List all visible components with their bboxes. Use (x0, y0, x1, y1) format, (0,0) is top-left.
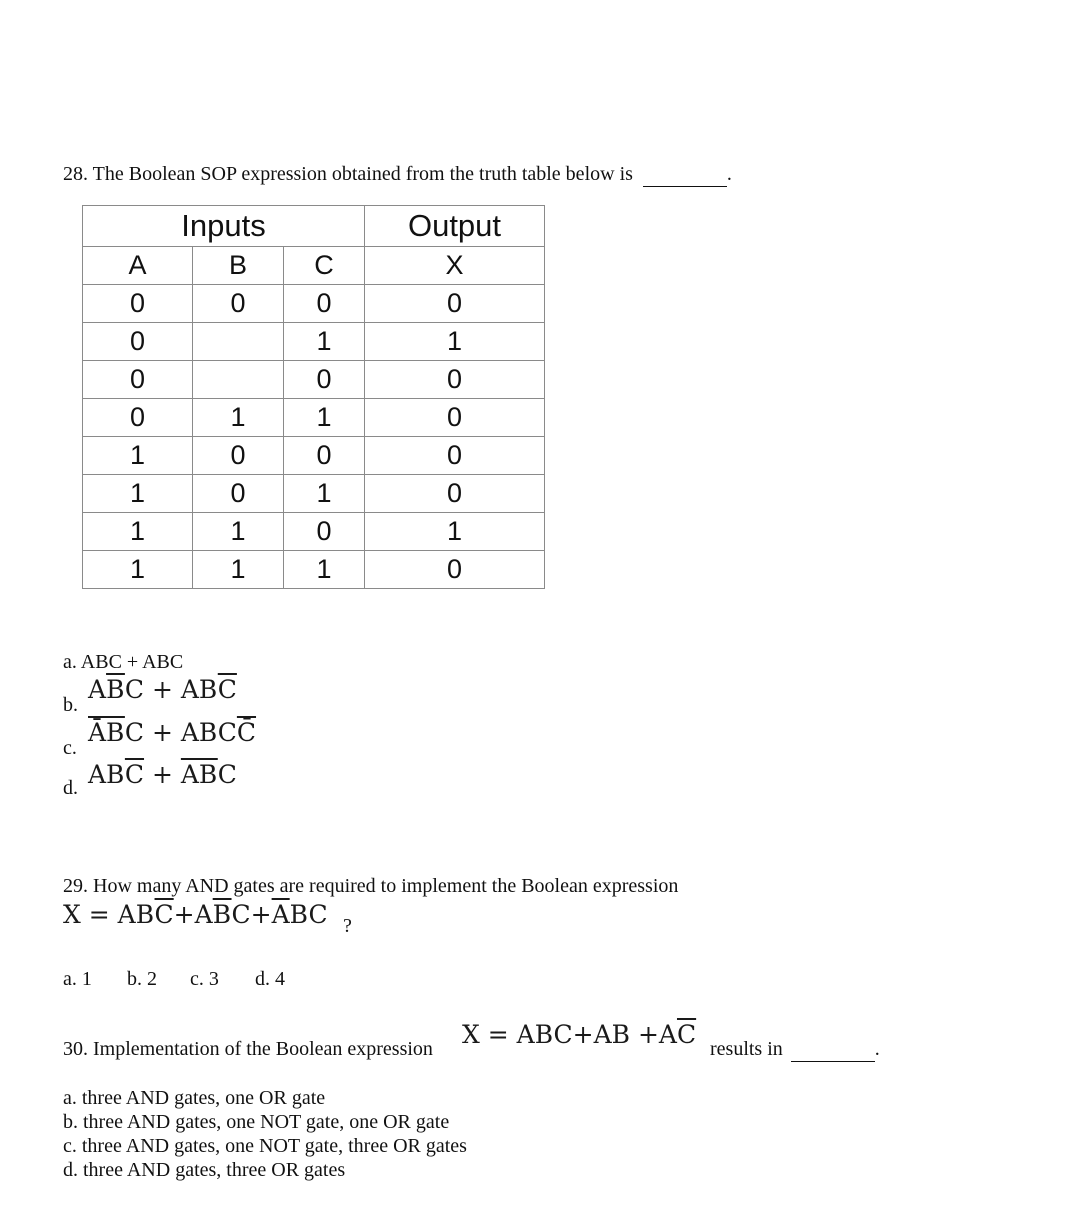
option-30-c[interactable]: c. three AND gates, one NOT gate, three OR gates (63, 1135, 467, 1157)
question-29-text: 29. How many AND gates are required to implement the Boolean expression (63, 875, 679, 897)
table-cell: 0 (193, 285, 284, 323)
output-header: Output (365, 206, 545, 247)
table-row (83, 513, 545, 551)
table-cell: 1 (83, 513, 193, 551)
table-cell: 1 (284, 399, 365, 437)
option-28-c-expression: $\overline{ĀB}C$ + ABCC̄ (88, 718, 257, 747)
table-row (83, 323, 545, 361)
table-row (83, 361, 545, 399)
truth-table (82, 205, 545, 589)
table-cell: 0 (284, 513, 365, 551)
answer-blank-28 (643, 162, 727, 187)
question-30-expression: $X = ABC+AB +A\overline{C}$ (462, 1020, 697, 1049)
table-row (83, 551, 545, 589)
table-cell (193, 361, 284, 399)
table-row (83, 399, 545, 437)
option-28-d-label[interactable]: d. (63, 777, 78, 799)
question-29-expression: $X = AB\overline{C}+A\overline{B}C+\overline{A}BC$ (63, 900, 328, 929)
option-30-a[interactable]: a. three AND gates, one OR gate (63, 1087, 326, 1109)
option-30-d[interactable]: d. three AND gates, three OR gates (63, 1159, 346, 1181)
question-28 (63, 162, 732, 187)
table-cell (193, 323, 284, 361)
table-cell: 1 (83, 475, 193, 513)
table-cell: 0 (83, 285, 193, 323)
table-cell: 0 (284, 285, 365, 323)
option-28-b-expression: $A\overline{B}C + AB\overline{C}$ (88, 675, 237, 704)
question-30-tail: results in . (710, 1038, 880, 1060)
column-header-c: C (284, 247, 365, 285)
column-header-row (83, 247, 545, 285)
table-cell: 1 (193, 551, 284, 589)
table-cell: 0 (365, 475, 545, 513)
table-cell: 1 (365, 513, 545, 551)
question-29-mark: ? (343, 915, 352, 937)
table-cell: 0 (193, 437, 284, 475)
table-cell: 0 (365, 361, 545, 399)
option-28-a[interactable] (63, 650, 183, 674)
table-cell: 0 (365, 399, 545, 437)
table-cell: 0 (365, 285, 545, 323)
column-header-b: B (193, 247, 284, 285)
table-cell: 1 (284, 323, 365, 361)
table-cell: 0 (193, 475, 284, 513)
option-29-d[interactable]: d. 4 (255, 968, 285, 990)
table-cell: 0 (284, 437, 365, 475)
option-30-b[interactable]: b. three AND gates, one NOT gate, one OR gate (63, 1111, 450, 1133)
question-30-text: 30. Implementation of the Boolean expression (63, 1038, 433, 1060)
question-28-text: 28. The Boolean SOP expression obtained from the truth table below is (63, 163, 633, 185)
table-cell: 0 (284, 361, 365, 399)
table-cell: 0 (83, 361, 193, 399)
option-29-a[interactable]: a. 1 (63, 968, 92, 990)
option-28-b-label[interactable]: b. (63, 694, 78, 716)
table-cell: 0 (365, 437, 545, 475)
question-28-period: . (726, 163, 732, 185)
table-cell: 1 (284, 551, 365, 589)
column-header-x: X (365, 247, 545, 285)
table-cell: 0 (83, 399, 193, 437)
inputs-header: Inputs (83, 206, 365, 247)
table-cell: 1 (365, 323, 545, 361)
option-28-c-label[interactable]: c. (63, 737, 77, 759)
table-cell: 1 (83, 551, 193, 589)
option-29-c[interactable]: c. 3 (190, 968, 219, 990)
table-cell: 0 (83, 323, 193, 361)
option-text: ABC + ABC (80, 651, 184, 673)
table-row (83, 475, 545, 513)
column-header-a: A (83, 247, 193, 285)
table-row (83, 437, 545, 475)
answer-blank-30 (791, 1037, 875, 1062)
table-cell: 1 (83, 437, 193, 475)
table-cell: 0 (365, 551, 545, 589)
table-cell: 1 (193, 399, 284, 437)
option-29-b[interactable]: b. 2 (127, 968, 157, 990)
option-label: a. (63, 651, 77, 673)
table-row (83, 285, 545, 323)
option-28-d-expression: $AB\overline{C} + \overline{AB}C$ (88, 760, 237, 789)
table-cell: 1 (193, 513, 284, 551)
table-cell: 1 (284, 475, 365, 513)
